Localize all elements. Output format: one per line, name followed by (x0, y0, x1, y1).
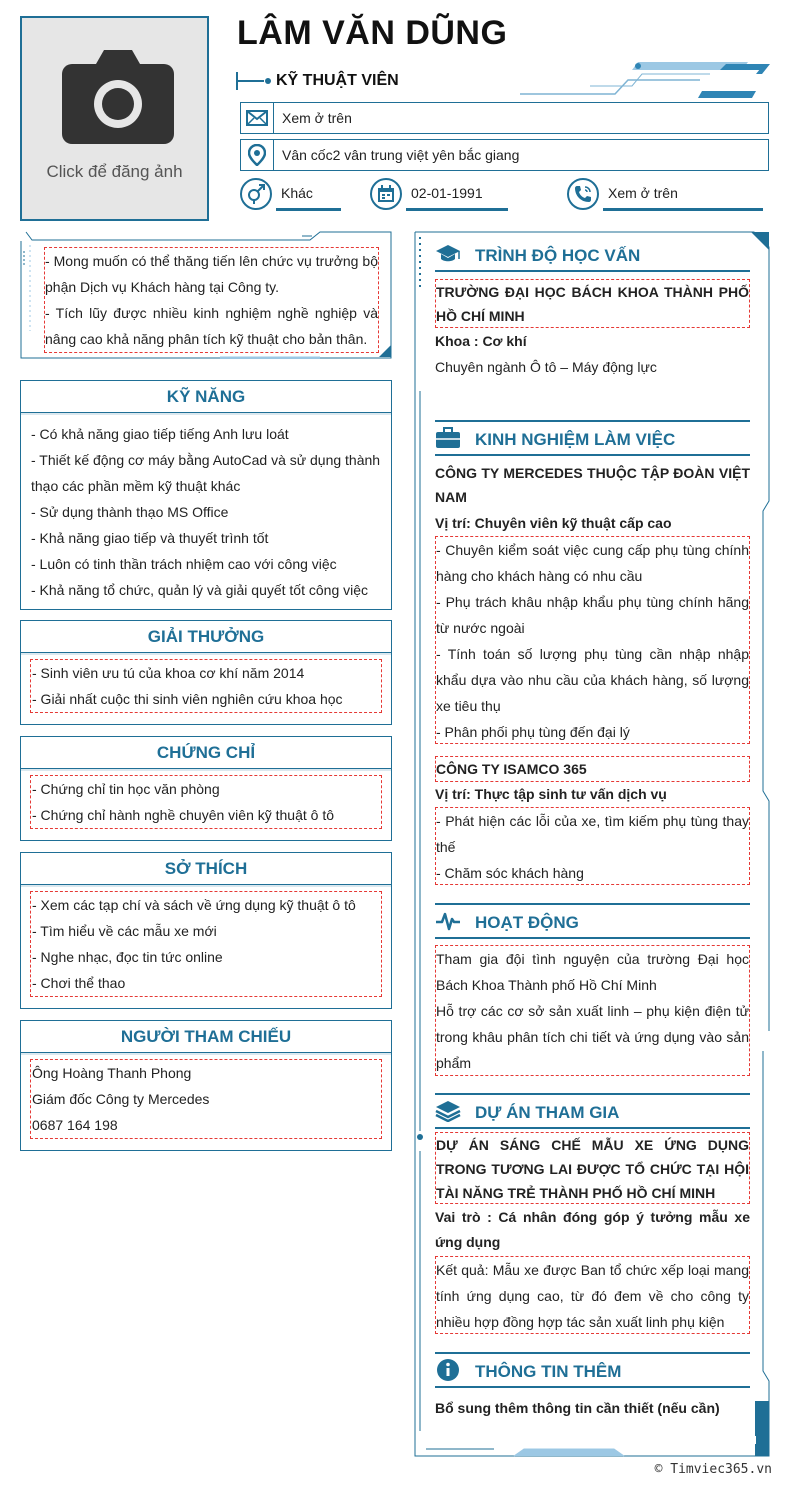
activities-text[interactable] (435, 945, 750, 1076)
phone-field[interactable] (567, 178, 767, 212)
photo-caption: Click để đăng ảnh (46, 162, 183, 181)
objective-text (44, 247, 379, 353)
mail-icon (246, 110, 268, 126)
job-position[interactable]: Vị trí: Chuyên viên kỹ thuật cấp cao (435, 515, 672, 531)
email-field[interactable] (240, 102, 769, 134)
section-title: HOẠT ĐỘNG (475, 913, 579, 932)
job-tasks[interactable] (435, 536, 750, 744)
reference-name: Ông Hoàng Thanh Phong (32, 1065, 192, 1081)
activities-header (435, 903, 750, 939)
list-item: - Khả năng tổ chức, quản lý và giải quyết tốt công việc (31, 582, 369, 598)
reference-phone: 0687 164 198 (32, 1117, 118, 1133)
list-item: - Giải nhất cuộc thi sinh viên nghiên cứu khoa học (32, 691, 343, 707)
section-title: CHỨNG CHỈ (21, 737, 391, 769)
school-name[interactable]: TRƯỜNG ĐẠI HỌC BÁCH KHOA THÀNH PHỐ HỒ CHÍ MINH (435, 279, 750, 328)
pulse-icon (435, 911, 461, 931)
activity-item: Tham gia đội tình nguyện của trường Đại học Bách Khoa Thành phố Hồ Chí Minh (436, 951, 749, 993)
list-item: - Chơi thể thao (32, 975, 126, 991)
career-objective[interactable] (20, 231, 392, 359)
list-item: - Luôn có tinh thần trách nhiệm cao với công việc (31, 556, 337, 572)
objective-line: - Tích lũy được nhiều kinh nghiệm nghề nghiệp và nâng cao khả năng phân tích kỹ thuật cho bản thân. (45, 305, 378, 347)
address-value: Vân cốc2 vân trung việt yên bắc giang (282, 147, 520, 163)
list-item: - Chứng chỉ hành nghề chuyên viên kỹ thuật ô tô (32, 807, 335, 823)
list-item: - Sử dụng thành thạo MS Office (31, 504, 229, 520)
extra-info-header (435, 1352, 750, 1388)
email-value: Xem ở trên (282, 110, 352, 126)
task-item: - Phát hiện các lỗi của xe, tìm kiếm phụ tùng thay thế (436, 813, 749, 855)
task-item: - Chuyên kiểm soát việc cung cấp phụ tùng chính hàng cho khách hàng có nhu cầu (436, 542, 749, 584)
list-item: - Sinh viên ưu tú của khoa cơ khí năm 2014 (32, 665, 305, 681)
list-item: - Tìm hiểu về các mẫu xe mới (32, 923, 217, 939)
reference-position: Giám đốc Công ty Mercedes (32, 1091, 210, 1107)
gender-field[interactable] (240, 178, 345, 212)
hobbies-list[interactable] (30, 891, 382, 997)
job-tasks[interactable] (435, 807, 750, 885)
phone-icon (573, 184, 593, 204)
briefcase-icon (435, 427, 461, 449)
address-field[interactable] (240, 139, 769, 171)
list-item: - Nghe nhạc, đọc tin tức online (32, 949, 223, 965)
task-item: - Phụ trách khâu nhập khẩu phụ tùng chính hãng từ nước ngoài (436, 594, 749, 636)
company-name[interactable]: CÔNG TY ISAMCO 365 (435, 756, 750, 782)
section-title: NGƯỜI THAM CHIẾU (21, 1021, 391, 1053)
job-position[interactable]: Vị trí: Thực tập sinh tư vấn dịch vụ (435, 786, 667, 802)
experience-header (435, 420, 750, 456)
list-item: - Có khả năng giao tiếp tiếng Anh lưu loát (31, 426, 289, 442)
section-title: KINH NGHIỆM LÀM VIỆC (475, 430, 676, 449)
faculty[interactable]: Khoa : Cơ khí (435, 333, 527, 349)
gender-value: Khác (281, 185, 313, 201)
section-title: KỸ NĂNG (21, 381, 391, 413)
education-header (435, 236, 750, 272)
certificates-section (20, 736, 392, 841)
title-marker-icon (236, 70, 276, 92)
references-list[interactable] (30, 1059, 382, 1139)
graduation-cap-icon (435, 244, 461, 264)
awards-section (20, 620, 392, 725)
objective-line: - Mong muốn có thể thăng tiến lên chức vụ trưởng bộ phận Dịch vụ Khách hàng tại Công ty. (45, 253, 378, 295)
header-decoration (520, 58, 780, 98)
activity-item: Hỗ trợ các cơ sở sản xuất linh – phụ kiện điện tử trong khâu phân tích chi tiết và ứng dụng vào sản phẩm (436, 1003, 749, 1071)
section-title: THÔNG TIN THÊM (475, 1362, 622, 1381)
major[interactable]: Chuyên ngành Ô tô – Máy động lực (435, 359, 657, 375)
hobbies-section (20, 852, 392, 1009)
list-item: - Thiết kế động cơ máy bằng AutoCad và sử dụng thành thạo các phần mềm kỹ thuật khác (31, 452, 381, 494)
candidate-name[interactable]: LÂM VĂN DŨNG (237, 14, 508, 52)
project-role[interactable]: Vai trò : Cá nhân đóng góp ý tưởng mẫu xe ứng dụng (435, 1209, 750, 1250)
layers-icon (435, 1100, 461, 1122)
list-item: - Xem các tạp chí và sách về ứng dụng kỹ thuật ô tô (32, 897, 356, 913)
skills-section (20, 380, 392, 610)
phone-value: Xem ở trên (608, 185, 678, 201)
section-title: DỰ ÁN THAM GIA (475, 1103, 620, 1122)
birthday-value: 02-01-1991 (411, 185, 483, 201)
gender-icon (246, 184, 266, 204)
awards-list[interactable] (30, 659, 382, 713)
job-title[interactable]: KỸ THUẬT VIÊN (276, 72, 399, 89)
skills-list[interactable] (21, 413, 391, 609)
avatar-upload[interactable] (20, 16, 209, 221)
extra-info-text[interactable]: Bổ sung thêm thông tin cần thiết (nếu cần) (435, 1400, 720, 1416)
company-name[interactable]: CÔNG TY MERCEDES THUỘC TẬP ĐOÀN VIỆT NAM (435, 465, 750, 505)
project-result[interactable]: Kết quả: Mẫu xe được Ban tổ chức xếp loại mang tính ứng dụng cao, từ đó đem về cho công ty nhiều hợp đồng hợp tác sản xuất linh phụ kiện (435, 1256, 750, 1334)
references-section (20, 1020, 392, 1151)
project-name[interactable]: DỰ ÁN SÁNG CHẾ MẪU XE ỨNG DỤNG TRONG TƯƠNG LAI ĐƯỢC TỔ CHỨC TẠI HỘI TÀI NĂNG TRẺ THÀNH PHỐ HỒ CHÍ MINH (435, 1132, 750, 1204)
calendar-icon (377, 185, 395, 203)
projects-header (435, 1093, 750, 1129)
section-title: GIẢI THƯỞNG (21, 621, 391, 653)
certificates-list[interactable] (30, 775, 382, 829)
location-pin-icon (248, 144, 266, 166)
camera-icon (62, 48, 174, 144)
list-item: - Chứng chỉ tin học văn phòng (32, 781, 220, 797)
birthday-field[interactable] (370, 178, 510, 212)
info-icon (436, 1358, 460, 1382)
task-item: - Tính toán số lượng phụ tùng cần nhập nhập khẩu dựa vào nhu cầu của khách hàng, số lượng xe tiêu thụ (436, 646, 749, 714)
list-item: - Khả năng giao tiếp và thuyết trình tốt (31, 530, 269, 546)
task-item: - Chăm sóc khách hàng (436, 865, 584, 881)
section-title: TRÌNH ĐỘ HỌC VẤN (475, 246, 641, 265)
task-item: - Phân phối phụ tùng đến đại lý (436, 724, 630, 740)
copyright: © Timviec365.vn (654, 1462, 772, 1477)
section-title: SỞ THÍCH (21, 853, 391, 885)
